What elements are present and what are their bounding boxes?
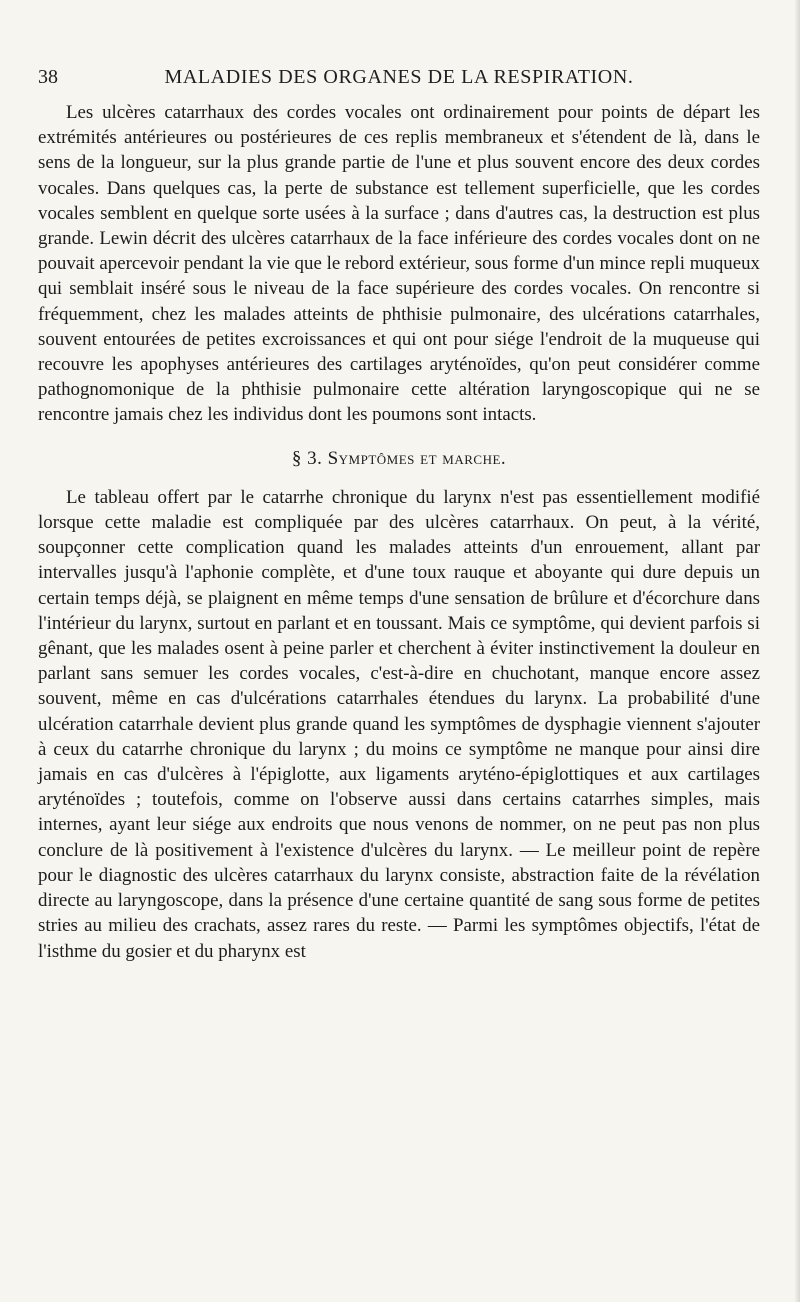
section-title: Symptômes et marche. xyxy=(327,447,507,469)
page-edge-shadow xyxy=(794,0,800,1302)
body-text xyxy=(38,100,760,964)
section-heading xyxy=(38,446,760,471)
page-number: 38 xyxy=(38,66,58,88)
paragraph-tableau: Le tableau offert par le catarrhe chronique du larynx n'est pas essentiellement modifié lorsque cette maladie est compliquée par des ulcères catarrhaux. On peut, à la vérité, soupçonner cette complication quand les malades atteints d'un enrouement, allant par intervalles jusqu'à l'aphonie complète, et d'une toux rauque et aboyante qui dure depuis un certain temps déjà, se plaignent en même temps d'une sensation de brûlure et d'écorchure dans l'intérieur du larynx, surtout en parlant et en toussant. Mais ce symptôme, qui devient parfois si gênant, que les malades osent à peine parler et cherchent à éviter instinctivement la douleur en parlant sans semuer les cordes vocales, c'est-à-dire en chuchotant, manque encore assez souvent, même en cas d'ulcérations catarrhales étendues du larynx. La probabilité d'une ulcération catarrhale devient plus grande quand les symptômes de dysphagie viennent s'ajouter à ceux du catarrhe chronique du larynx ; du moins ce symptôme ne manque pour ainsi dire jamais en cas d'ulcères à l'épiglotte, aux ligaments aryténo-épiglottiques et aux cartilages aryténoïdes ; toutefois, comme on l'observe aussi dans certains catarrhes simples, mais internes, ayant leur siége aux endroits que nous venons de nommer, on ne peut pas non plus conclure de là positivement à l'existence d'ulcères du larynx. — Le meilleur point de repère pour le diagnostic des ulcères catarrhaux du larynx consiste, abstraction faite de la révélation directe au laryngoscope, dans la présence d'une certaine quantité de sang sous forme de petites stries au milieu des crachats, assez rares du reste. — Parmi les symptômes objectifs, l'état de l'isthme du gosier et du pharynx est xyxy=(38,486,760,962)
running-title: MALADIES DES ORGANES DE LA RESPIRATION. xyxy=(164,66,634,88)
section-number: § 3. xyxy=(291,447,323,469)
page-header xyxy=(38,62,760,94)
paragraph-ulceres: Les ulcères catarrhaux des cordes vocales ont ordinairement pour points de départ les extrémités antérieures ou postérieures de ces replis membraneux et s'étendent de là, dans le sens de la longueur, sur la plus grande partie de l'une et plus souvent encore des deux cordes vocales. Dans quelques cas, la perte de substance est tellement superficielle, que les cordes vocales semblent en quelque sorte usées à la surface ; dans d'autres cas, la destruction est plus grande. Lewin décrit des ulcères catarrhaux de la face inférieure des cordes vocales dont on ne pouvait apercevoir pendant la vie que le rebord extérieur, sous forme d'un mince repli muqueux qui semblait inséré sous le niveau de la face supérieure des cordes vocales. On rencontre si fréquemment, chez les malades atteints de phthisie pulmonaire, des ulcérations catarrhales, souvent entourées de petites excroissances et qui ont pour siége l'endroit de la muqueuse qui recouvre les apophyses antérieures des cartilages aryténoïdes, qu'on peut considérer comme pathognomonique de la phthisie pulmonaire cette altération laryngoscopique qui ne se rencontre jamais chez les individus dont les poumons sont intacts. xyxy=(38,102,760,426)
